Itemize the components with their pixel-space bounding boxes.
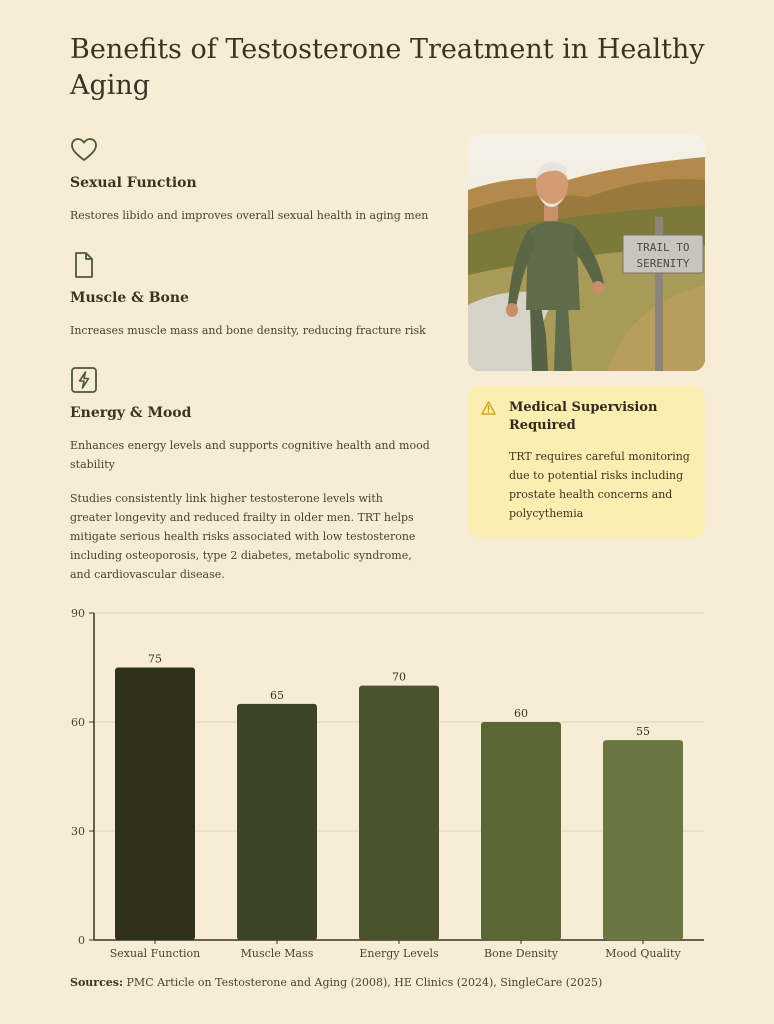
sources-text: PMC Article on Testosterone and Aging (2008), HE Clinics (2024), SingleCare (2025) <box>123 976 603 989</box>
x-tick-label: Muscle Mass <box>240 947 314 960</box>
benefit-title: Muscle & Bone <box>70 290 189 306</box>
benefit-text: Enhances energy levels and supports cognitive health and mood stability <box>70 439 430 471</box>
benefit-text: Restores libido and improves overall sexual health in aging men <box>70 209 429 222</box>
lightning-icon <box>70 366 98 394</box>
benefit-sexual-function <box>70 136 450 225</box>
heart-icon <box>70 136 98 164</box>
runner-illustration <box>468 135 705 371</box>
bar <box>115 668 195 941</box>
y-tick-label: 30 <box>71 825 85 838</box>
sources-label: Sources: <box>70 976 124 989</box>
benefit-energy-mood <box>70 366 450 474</box>
benefit-text: Increases muscle mass and bone density, reducing fracture risk <box>70 324 426 337</box>
alert-text: TRT requires careful monitoring due to potential risks including prostate health concerns and polycythemia <box>509 450 690 520</box>
medical-supervision-alert <box>468 386 705 538</box>
data-label: 75 <box>148 652 162 666</box>
x-tick-label: Bone Density <box>483 947 559 960</box>
data-label: 65 <box>270 688 284 702</box>
sign-text-line2: SERENITY <box>636 257 690 270</box>
summary-paragraph: Studies consistently link higher testosterone levels with greater longevity and reduced frailty in older men. TRT helps mitigate serious health risks associated with low testosterone including osteoporosis, type 2 diabetes, metabolic syndrome, and cardiovascular disease. <box>70 492 416 581</box>
y-tick-label: 60 <box>71 716 85 729</box>
page-title: Benefits of Testosterone Treatment in Healthy Aging <box>70 34 705 101</box>
benefit-title: Energy & Mood <box>70 405 192 421</box>
sign-text-line1: TRAIL TO <box>636 241 690 254</box>
benefits-bar-chart <box>0 600 774 970</box>
warning-icon <box>481 401 496 415</box>
benefit-muscle-bone <box>70 251 450 340</box>
sources-line <box>70 976 730 989</box>
benefit-title: Sexual Function <box>70 175 197 191</box>
data-label: 70 <box>392 670 406 684</box>
y-tick-label: 0 <box>78 934 85 947</box>
hero-photo <box>468 135 705 371</box>
bar <box>237 704 317 940</box>
y-tick-label: 90 <box>71 607 85 620</box>
bar <box>359 686 439 940</box>
data-label: 60 <box>514 707 528 720</box>
x-tick-label: Mood Quality <box>605 947 681 960</box>
x-tick-label: Sexual Function <box>109 947 201 960</box>
file-icon <box>70 251 98 279</box>
x-tick-label: Energy Levels <box>359 947 439 960</box>
data-label: 55 <box>636 725 650 739</box>
bar <box>481 722 561 940</box>
alert-title: Medical Supervision Required <box>509 400 658 433</box>
bar <box>603 740 683 940</box>
